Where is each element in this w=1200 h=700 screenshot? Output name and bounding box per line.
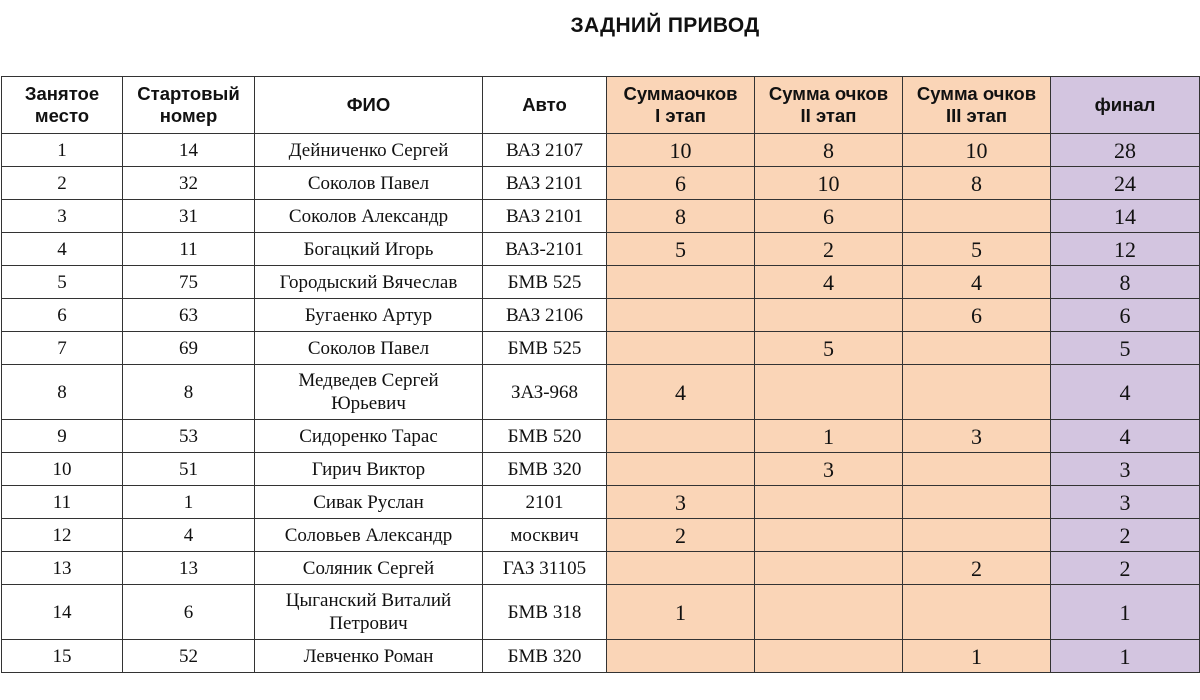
cell-name-line: Левченко Роман [303, 645, 434, 667]
cell-name-line: Сидоренко Тарас [299, 425, 438, 447]
cell-stage-1 [607, 299, 755, 332]
cell-car: ЗАЗ-968 [483, 365, 607, 420]
cell-place: 5 [2, 266, 123, 299]
cell-stage-3: 3 [903, 420, 1051, 453]
cell-name [255, 519, 483, 552]
cell-car: ВАЗ 2106 [483, 299, 607, 332]
cell-name-line: Сивак Руслан [313, 491, 424, 513]
cell-stage-1 [607, 453, 755, 486]
cell-stage-2 [755, 365, 903, 420]
cell-start-number: 52 [123, 640, 255, 673]
cell-final: 5 [1051, 332, 1200, 365]
cell-stage-1 [607, 640, 755, 673]
cell-name [255, 266, 483, 299]
table-row [2, 640, 1200, 673]
table-row [2, 519, 1200, 552]
cell-stage-1: 2 [607, 519, 755, 552]
cell-stage-3: 4 [903, 266, 1051, 299]
table-row [2, 134, 1200, 167]
cell-stage-2: 8 [755, 134, 903, 167]
cell-stage-1: 3 [607, 486, 755, 519]
cell-name-line: Юрьевич [331, 393, 406, 414]
cell-name [255, 640, 483, 673]
table-row [2, 453, 1200, 486]
cell-name [255, 134, 483, 167]
cell-stage-2: 10 [755, 167, 903, 200]
cell-name-line: Петрович [329, 613, 408, 634]
cell-stage-2 [755, 585, 903, 640]
cell-stage-1 [607, 420, 755, 453]
cell-stage-2 [755, 519, 903, 552]
cell-place: 12 [2, 519, 123, 552]
cell-place: 4 [2, 233, 123, 266]
cell-stage-3: 8 [903, 167, 1051, 200]
header-name: ФИО [255, 77, 483, 134]
cell-stage-3: 2 [903, 552, 1051, 585]
cell-final: 28 [1051, 134, 1200, 167]
cell-stage-1: 1 [607, 585, 755, 640]
cell-name [255, 167, 483, 200]
cell-car: ГАЗ 31105 [483, 552, 607, 585]
cell-place: 3 [2, 200, 123, 233]
cell-stage-1: 4 [607, 365, 755, 420]
header-start-number: Стартовый номер [123, 77, 255, 134]
cell-stage-2 [755, 299, 903, 332]
cell-stage-2: 5 [755, 332, 903, 365]
cell-stage-2: 2 [755, 233, 903, 266]
cell-stage-3 [903, 585, 1051, 640]
cell-final: 14 [1051, 200, 1200, 233]
cell-name-line: Дейниченко Сергей [288, 139, 449, 161]
cell-name-line: Медведев Сергей [298, 370, 439, 391]
table-row [2, 332, 1200, 365]
cell-start-number: 8 [123, 365, 255, 420]
cell-car: БМВ 320 [483, 640, 607, 673]
table-row [2, 299, 1200, 332]
cell-start-number: 63 [123, 299, 255, 332]
table-row [2, 585, 1200, 640]
cell-stage-3 [903, 365, 1051, 420]
cell-place: 15 [2, 640, 123, 673]
cell-stage-2 [755, 486, 903, 519]
table-row [2, 365, 1200, 420]
cell-stage-2 [755, 640, 903, 673]
cell-name [255, 365, 483, 420]
cell-name [255, 453, 483, 486]
table-row [2, 167, 1200, 200]
header-stage-1: Суммаочков I этап [607, 77, 755, 134]
cell-final: 4 [1051, 365, 1200, 420]
cell-name-line: Бугаенко Артур [304, 304, 433, 326]
cell-name [255, 420, 483, 453]
table-row [2, 233, 1200, 266]
cell-stage-3 [903, 519, 1051, 552]
cell-start-number: 69 [123, 332, 255, 365]
cell-name-line: Соколов Павел [307, 337, 430, 359]
cell-place: 6 [2, 299, 123, 332]
cell-place: 10 [2, 453, 123, 486]
cell-stage-1: 6 [607, 167, 755, 200]
header-car: Авто [483, 77, 607, 134]
cell-stage-2: 6 [755, 200, 903, 233]
cell-car: БМВ 525 [483, 332, 607, 365]
cell-name [255, 332, 483, 365]
cell-stage-3 [903, 332, 1051, 365]
cell-start-number: 4 [123, 519, 255, 552]
cell-place: 13 [2, 552, 123, 585]
cell-final: 6 [1051, 299, 1200, 332]
cell-name-line: Соляник Сергей [302, 557, 435, 579]
cell-stage-1: 5 [607, 233, 755, 266]
cell-name [255, 200, 483, 233]
cell-car: БМВ 318 [483, 585, 607, 640]
cell-place: 14 [2, 585, 123, 640]
cell-start-number: 14 [123, 134, 255, 167]
cell-name-line: Гирич Виктор [311, 458, 426, 480]
cell-car: БМВ 320 [483, 453, 607, 486]
cell-place: 1 [2, 134, 123, 167]
cell-name [255, 299, 483, 332]
cell-place: 2 [2, 167, 123, 200]
cell-name-line: Соловьев Александр [284, 524, 453, 546]
cell-start-number: 53 [123, 420, 255, 453]
cell-final: 2 [1051, 519, 1200, 552]
header-place: Занятое место [2, 77, 123, 134]
cell-stage-2: 4 [755, 266, 903, 299]
header-final: финал [1051, 77, 1200, 134]
header-row [2, 77, 1200, 134]
cell-name [255, 585, 483, 640]
cell-start-number: 6 [123, 585, 255, 640]
cell-start-number: 51 [123, 453, 255, 486]
cell-car: ВАЗ 2101 [483, 167, 607, 200]
header-stage-3: Сумма очков III этап [903, 77, 1051, 134]
cell-stage-3 [903, 486, 1051, 519]
table-row [2, 200, 1200, 233]
cell-final: 3 [1051, 486, 1200, 519]
cell-stage-1: 10 [607, 134, 755, 167]
cell-start-number: 1 [123, 486, 255, 519]
cell-start-number: 31 [123, 200, 255, 233]
cell-stage-1: 8 [607, 200, 755, 233]
table-body [2, 134, 1200, 673]
cell-name-line: Соколов Александр [288, 205, 449, 227]
table-row [2, 486, 1200, 519]
table-row [2, 420, 1200, 453]
cell-car: БМВ 525 [483, 266, 607, 299]
cell-car: 2101 [483, 486, 607, 519]
cell-name-line: Соколов Павел [307, 172, 430, 194]
cell-final: 12 [1051, 233, 1200, 266]
cell-name-line: Богацкий Игорь [303, 238, 434, 260]
cell-final: 24 [1051, 167, 1200, 200]
cell-start-number: 11 [123, 233, 255, 266]
cell-stage-1 [607, 552, 755, 585]
cell-place: 7 [2, 332, 123, 365]
cell-name-line: Городыский Вячеслав [279, 271, 458, 293]
cell-stage-3: 1 [903, 640, 1051, 673]
cell-stage-2: 1 [755, 420, 903, 453]
cell-stage-2 [755, 552, 903, 585]
header-stage-2: Сумма очков II этап [755, 77, 903, 134]
cell-car: ВАЗ 2101 [483, 200, 607, 233]
cell-final: 1 [1051, 640, 1200, 673]
cell-stage-1 [607, 332, 755, 365]
cell-car: ВАЗ-2101 [483, 233, 607, 266]
cell-name [255, 486, 483, 519]
cell-stage-2: 3 [755, 453, 903, 486]
table-row [2, 552, 1200, 585]
cell-start-number: 13 [123, 552, 255, 585]
cell-final: 2 [1051, 552, 1200, 585]
cell-place: 8 [2, 365, 123, 420]
cell-name [255, 233, 483, 266]
cell-start-number: 75 [123, 266, 255, 299]
cell-place: 9 [2, 420, 123, 453]
cell-car: БМВ 520 [483, 420, 607, 453]
cell-stage-3: 10 [903, 134, 1051, 167]
table-row [2, 266, 1200, 299]
cell-stage-3 [903, 200, 1051, 233]
cell-car: москвич [483, 519, 607, 552]
cell-final: 4 [1051, 420, 1200, 453]
cell-place: 11 [2, 486, 123, 519]
cell-name [255, 552, 483, 585]
cell-stage-3: 5 [903, 233, 1051, 266]
page-title: ЗАДНИЙ ПРИВОД [570, 14, 760, 37]
cell-start-number: 32 [123, 167, 255, 200]
cell-name-line: Цыганский Виталий [285, 590, 452, 611]
cell-final: 1 [1051, 585, 1200, 640]
results-table [1, 76, 1200, 673]
cell-final: 8 [1051, 266, 1200, 299]
cell-stage-1 [607, 266, 755, 299]
cell-stage-3: 6 [903, 299, 1051, 332]
cell-stage-3 [903, 453, 1051, 486]
cell-final: 3 [1051, 453, 1200, 486]
cell-car: ВАЗ 2107 [483, 134, 607, 167]
